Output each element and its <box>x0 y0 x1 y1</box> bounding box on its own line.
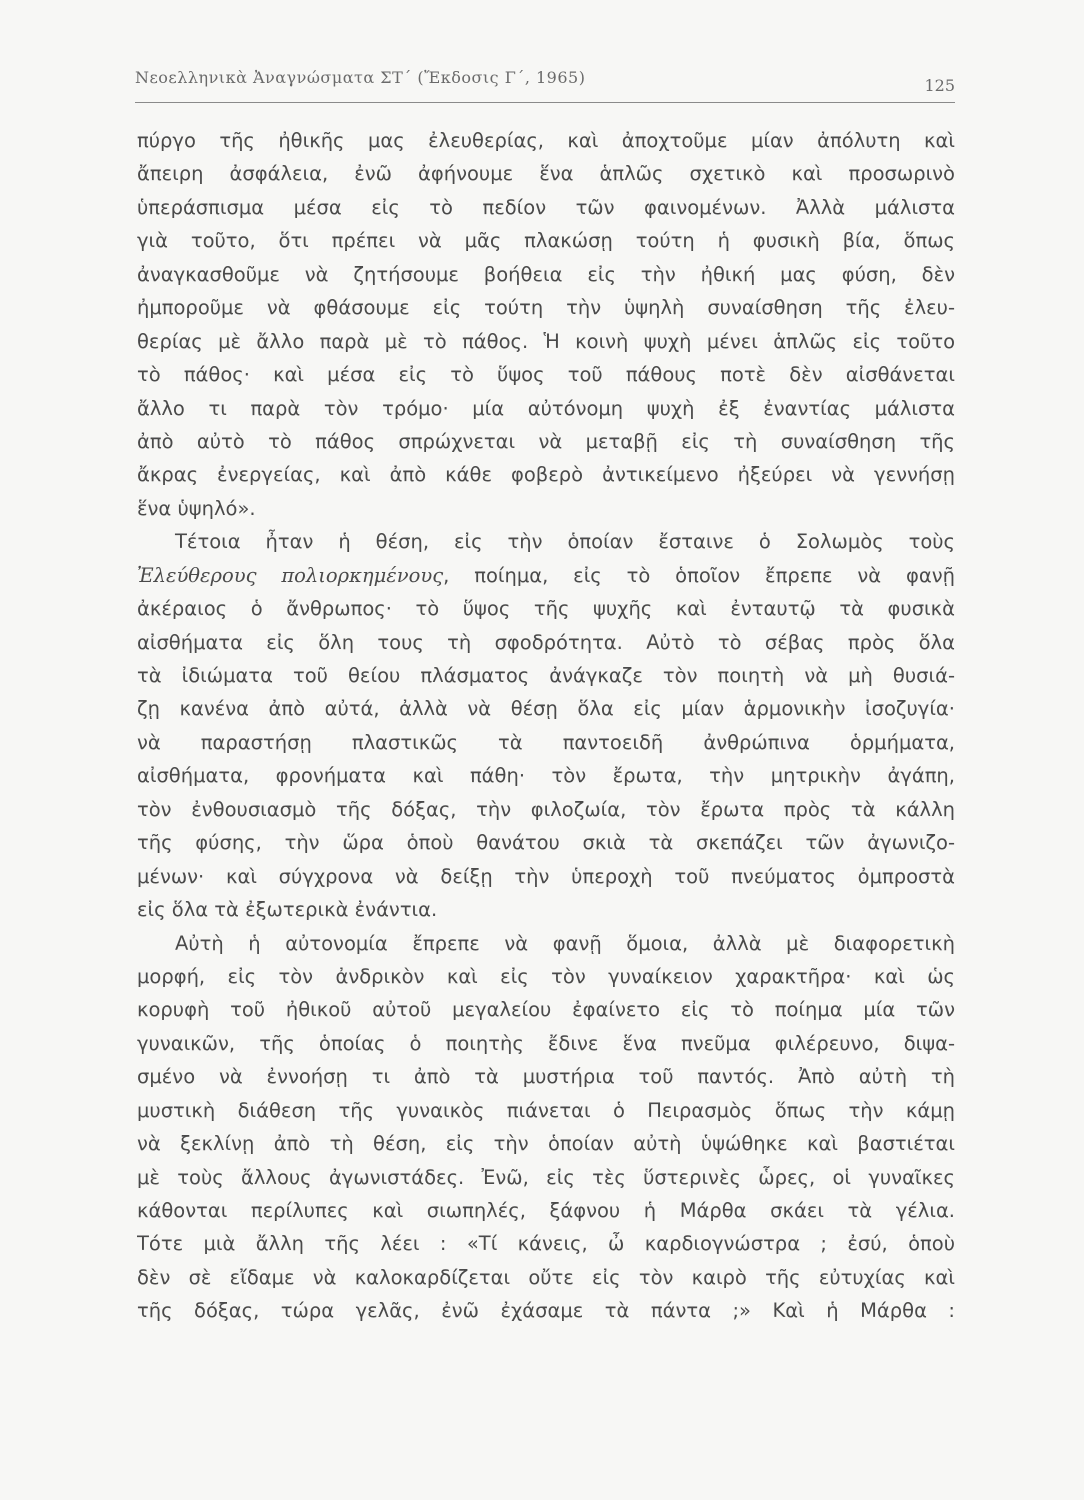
text-line: ἀπὸ αὐτὸ τὸ πάθος σπρώχνεται νὰ μεταβῇ εἰς τὴ συναίσθηση τῆς <box>137 429 955 453</box>
text-line: μυστικὴ διάθεση τῆς γυναικὸς πιάνεται ὁ Πειρασμὸς ὅπως τὴν κάμῃ <box>137 1098 955 1122</box>
body-text <box>137 124 955 1328</box>
text-line: τῆς δόξας, τώρα γελᾶς, ἐνῶ ἐχάσαμε τὰ πάντα ;» Καὶ ἡ Μάρθα : <box>137 1299 955 1323</box>
text-line: κορυφὴ τοῦ ἠθικοῦ αὐτοῦ μεγαλείου ἐφαίνετο εἰς τὸ ποίημα μία τῶν <box>137 998 955 1022</box>
text-line: γιὰ τοῦτο, ὅτι πρέπει νὰ μᾶς πλακώσῃ τούτη ἡ φυσικὴ βία, ὅπως <box>137 229 955 253</box>
text-line: κάθονται περίλυπες καὶ σιωπηλές, ξάφνου ἡ Μάρθα σκάει τὰ γέλια. <box>137 1199 955 1222</box>
text-line: ἄλλο τι παρὰ τὸν τρόμο· μία αὐτόνομη ψυχὴ ἐξ ἐναντίας μάλιστα <box>137 396 955 420</box>
text-line: μὲ τοὺς ἄλλους ἀγωνιστάδες. Ἐνῶ, εἰς τὲς ὕστερινὲς ὧρες, οἱ γυναῖκες <box>137 1165 955 1189</box>
running-header <box>135 62 955 103</box>
text-line: ἕνα ὑψηλό». <box>137 496 256 520</box>
text-line: γυναικῶν, τῆς ὁποίας ὁ ποιητὴς ἔδινε ἕνα πνεῦμα φιλέρευνο, διψα- <box>137 1031 955 1055</box>
text-line: αἰσθήματα, φρονήματα καὶ πάθη· τὸν ἔρωτα, τὴν μητρικὴν ἀγάπη, <box>137 764 955 788</box>
text-line: τῆς φύσης, τὴν ὥρα ὁποὺ θανάτου σκιὰ τὰ σκεπάζει τῶν ἀγωνιζο- <box>137 831 955 855</box>
text-line: νὰ ξεκλίνῃ ἀπὸ τὴ θέση, εἰς τὴν ὁποίαν αὐτὴ ὑψώθηκε καὶ βαστιέται <box>137 1132 955 1156</box>
page-number: 125 <box>924 76 955 95</box>
text-line: Αὐτὴ ἡ αὐτονομία ἔπρεπε νὰ φανῇ ὅμοια, ἀλλὰ μὲ διαφορετικὴ <box>175 931 955 955</box>
text-line: ζῃ κανένα ἀπὸ αὐτά, ἀλλὰ νὰ θέσῃ ὅλα εἰς μίαν ἁρμονικὴν ἰσοζυγία· <box>137 697 955 721</box>
text-line: μένων· καὶ σύγχρονα νὰ δείξῃ τὴν ὑπεροχὴ τοῦ πνεύματος ὀμπροστὰ <box>137 864 955 888</box>
text-line: ἀκέραιος ὁ ἄνθρωπος· τὸ ὕψος τῆς ψυχῆς καὶ ἐνταυτῷ τὰ φυσικὰ <box>137 597 955 621</box>
text-line-rest: , ποίημα, εἰς τὸ ὁποῖον ἔπρεπε νὰ φανῇ <box>443 563 955 587</box>
text-line: τὸν ἐνθουσιασμὸ τῆς δόξας, τὴν φιλοζωία, τὸν ἔρωτα πρὸς τὰ κάλλη <box>137 797 955 821</box>
text-line: ὑπεράσπισμα μέσα εἰς τὸ πεδίον τῶν φαινομένων. Ἀλλὰ μάλιστα <box>137 195 955 219</box>
italic-poem-title: Ἐλεύθερους πολιορκημένους <box>137 563 444 587</box>
text-line: μορφή, εἰς τὸν ἀνδρικὸν καὶ εἰς τὸν γυναίκειον χαρακτῆρα· καὶ ὡς <box>137 964 955 988</box>
text-line: Τότε μιὰ ἄλλη τῆς λέει : «Τί κάνεις, ὦ καρδιογνώστρα ; ἐσύ, ὁποὺ <box>137 1232 955 1256</box>
text-line: τὰ ἰδιώματα τοῦ θείου πλάσματος ἀνάγκαζε τὸν ποιητὴ νὰ μὴ θυσιά- <box>137 664 955 687</box>
text-line: Τέτοια ἦταν ἡ θέση, εἰς τὴν ὁποίαν ἔσταινε ὁ Σολωμὸς τοὺς <box>175 530 955 554</box>
text-line: πύργο τῆς ἠθικῆς μας ἐλευθερίας, καὶ ἀποχτοῦμε μίαν ἀπόλυτη καὶ <box>137 129 955 152</box>
text-line-with-title <box>137 559 955 592</box>
text-line: ἀναγκασθοῦμε νὰ ζητήσουμε βοήθεια εἰς τὴν ἠθική μας φύση, δὲν <box>137 262 955 286</box>
text-line: ἄκρας ἐνεργείας, καὶ ἀπὸ κάθε φοβερὸ ἀντικείμενο ἠξεύρει νὰ γεννήσῃ <box>137 463 955 487</box>
text-line: σμένο νὰ ἐννοήσῃ τι ἀπὸ τὰ μυστήρια τοῦ παντός. Ἀπὸ αὐτὴ τὴ <box>137 1065 955 1089</box>
text-line: θερίας μὲ ἄλλο παρὰ μὲ τὸ πάθος. Ἡ κοινὴ ψυχὴ μένει ἁπλῶς εἰς τοῦτο <box>137 329 955 353</box>
text-line: νὰ παραστήσῃ πλαστικῶς τὰ παντοειδῆ ἀνθρώπινα ὁρμήματα, <box>137 730 955 754</box>
running-title: Νεοελληνικὰ Ἀναγνώσματα ΣΤ΄ (Ἔκδοσις Γ΄, 1965) <box>135 68 586 87</box>
text-line: ἠμποροῦμε νὰ φθάσουμε εἰς τούτη τὴν ὑψηλὴ συναίσθηση τῆς ἐλευ- <box>137 296 955 320</box>
text-line: τὸ πάθος· καὶ μέσα εἰς τὸ ὕψος τοῦ πάθους ποτὲ δὲν αἰσθάνεται <box>137 363 955 387</box>
text-line: αἰσθήματα εἰς ὅλη τους τὴ σφοδρότητα. Αὐτὸ τὸ σέβας πρὸς ὅλα <box>137 630 955 654</box>
text-line: ἄπειρη ἀσφάλεια, ἐνῶ ἀφήνουμε ἕνα ἁπλῶς σχετικὸ καὶ προσωρινὸ <box>137 162 955 186</box>
text-line: δὲν σὲ εἴδαμε νὰ καλοκαρδίζεται οὔτε εἰς τὸν καιρὸ τῆς εὐτυχίας καὶ <box>137 1265 955 1289</box>
text-line: εἰς ὅλα τὰ ἐξωτερικὰ ἐνάντια. <box>137 898 438 922</box>
